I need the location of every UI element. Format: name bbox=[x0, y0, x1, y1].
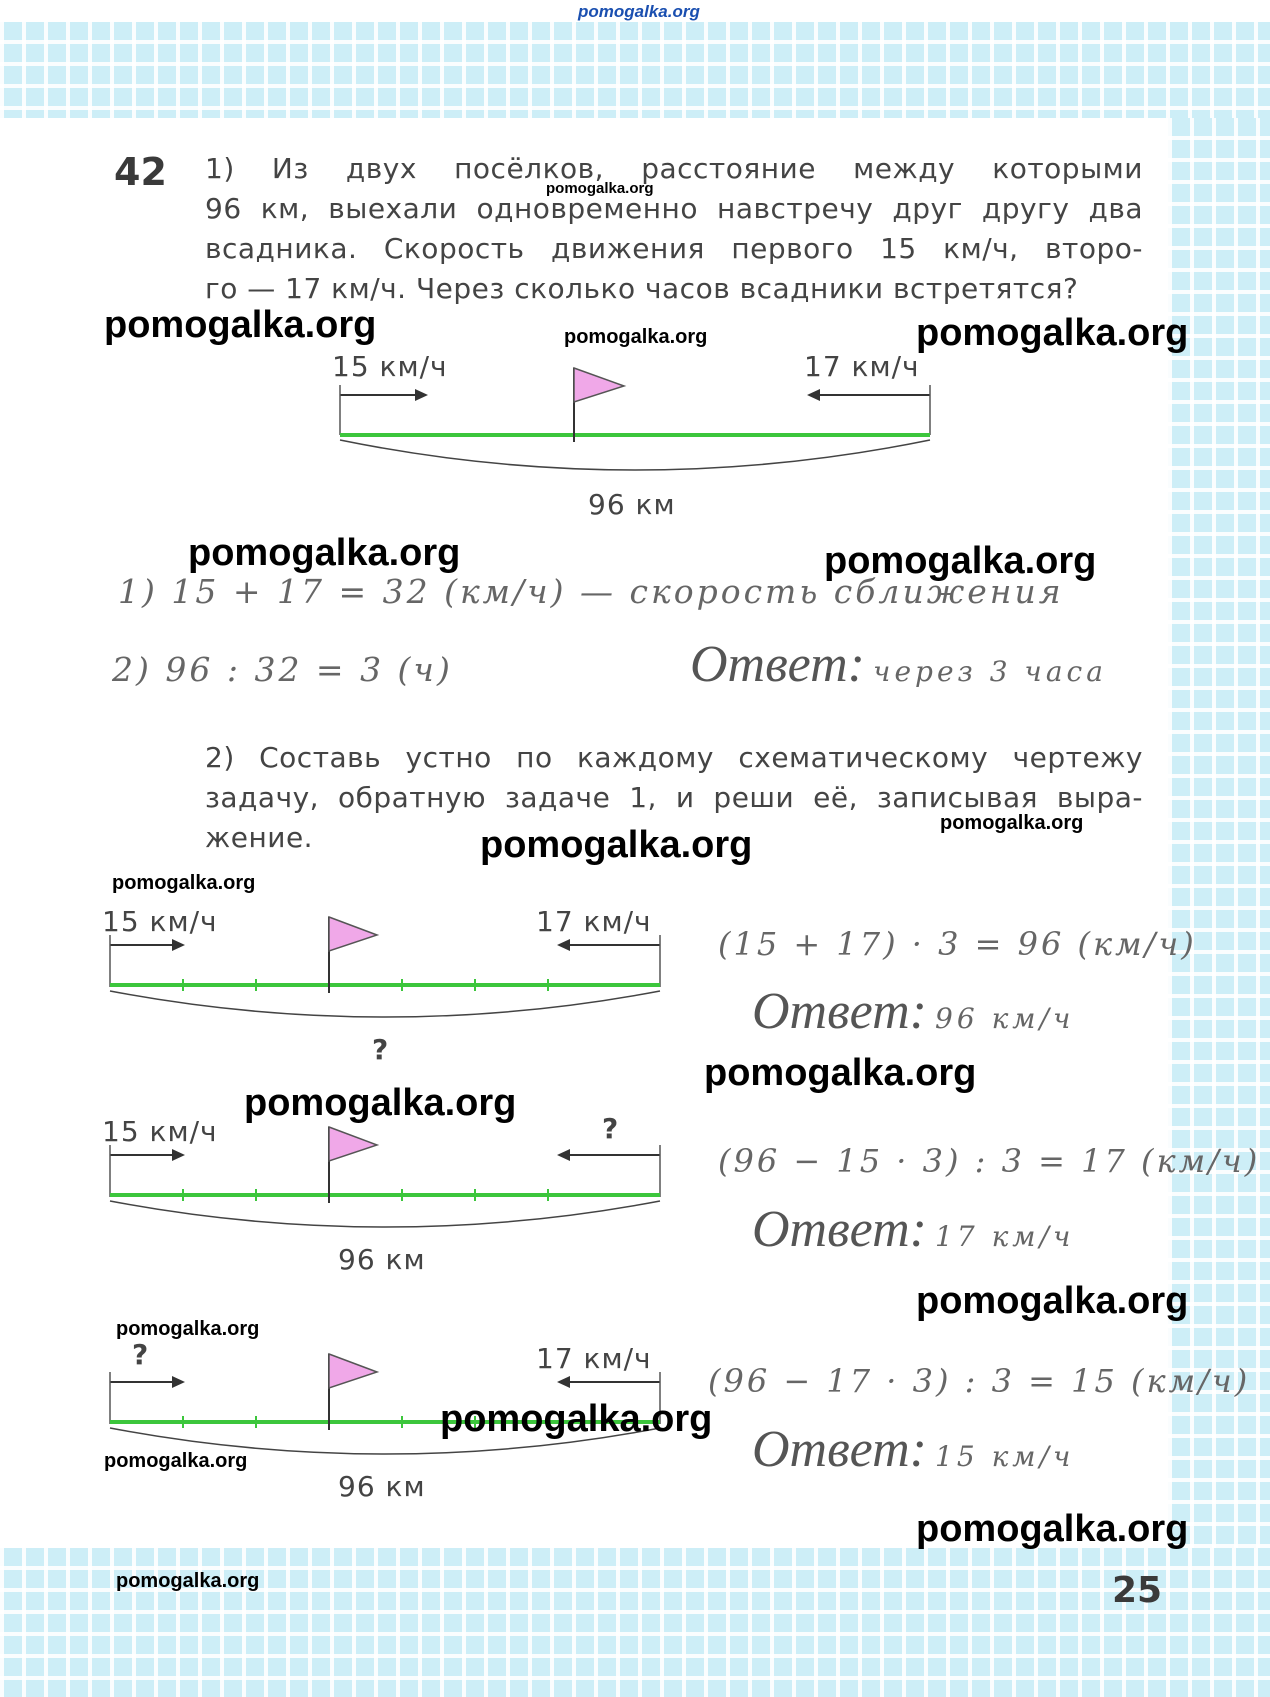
speed-right: 17 км/ч bbox=[804, 350, 920, 383]
distance-brace bbox=[110, 1201, 660, 1227]
watermark: pomogalka.org bbox=[940, 812, 1084, 834]
task-part1 bbox=[205, 149, 1143, 309]
flag-icon bbox=[329, 1354, 377, 1388]
task-line: го — 17 км/ч. Через сколько часов всадники встретятся? bbox=[205, 272, 1079, 305]
distance-label: ? bbox=[372, 1033, 390, 1066]
speed-right: 17 км/ч bbox=[536, 905, 652, 938]
expression-1: (15 + 17) · 3 = 96 (км/ч) bbox=[718, 925, 1197, 963]
speed-left: 15 км/ч bbox=[332, 350, 448, 383]
watermark: pomogalka.org bbox=[546, 180, 654, 197]
task-line: 1) Из двух посёлков, расстояние между которыми bbox=[205, 152, 1143, 185]
watermark: pomogalka.org bbox=[112, 872, 256, 894]
task-line: 2) Составь устно по каждому схематическому чертежу bbox=[205, 741, 1143, 774]
watermark: pomogalka.org bbox=[916, 1280, 1189, 1322]
solution-line-2: 2) 96 : 32 = 3 (ч) bbox=[112, 650, 453, 689]
expression-2: (96 − 15 · 3) : 3 = 17 (км/ч) bbox=[718, 1142, 1261, 1180]
answer-text: 17 км/ч bbox=[935, 1220, 1075, 1253]
page-number: 25 bbox=[1112, 1570, 1163, 1611]
watermark: pomogalka.org bbox=[916, 312, 1189, 354]
header-site: pomogalka.org bbox=[578, 2, 700, 21]
answer-text: 96 км/ч bbox=[935, 1002, 1075, 1035]
arrow-head bbox=[807, 389, 820, 401]
flag-icon bbox=[574, 368, 624, 402]
flag-icon bbox=[329, 917, 377, 951]
answer-word: Ответ: bbox=[752, 983, 927, 1040]
watermark: pomogalka.org bbox=[564, 326, 708, 348]
speed-right: 17 км/ч bbox=[536, 1342, 652, 1375]
answer-text: через 3 часа bbox=[873, 655, 1107, 688]
speed-left: 15 км/ч bbox=[102, 905, 218, 938]
solution-line-1: 1) 15 + 17 = 32 (км/ч) — скорость сближения bbox=[118, 572, 1064, 611]
distance-label: 96 км bbox=[338, 1470, 426, 1503]
answer-word: Ответ: bbox=[752, 1201, 927, 1258]
distance-label: 96 км bbox=[338, 1243, 426, 1276]
arrow-head bbox=[415, 389, 428, 401]
task-line: жение. bbox=[205, 821, 314, 854]
answer-word: Ответ: bbox=[690, 636, 865, 693]
speed-left: ? bbox=[132, 1338, 150, 1371]
watermark: pomogalka.org bbox=[480, 824, 753, 866]
exercise-number: 42 bbox=[114, 150, 167, 194]
answer-1 bbox=[752, 982, 1074, 1041]
speed-left: 15 км/ч bbox=[102, 1115, 218, 1148]
distance-label: 96 км bbox=[588, 488, 676, 521]
flag-icon bbox=[329, 1127, 377, 1161]
speed-right: ? bbox=[602, 1112, 620, 1145]
watermark: pomogalka.org bbox=[704, 1052, 977, 1094]
watermark: pomogalka.org bbox=[916, 1508, 1189, 1550]
task-line: задачу, обратную задаче 1, и реши её, записывая выра- bbox=[205, 781, 1143, 814]
watermark: pomogalka.org bbox=[104, 1450, 248, 1472]
answer-2 bbox=[752, 1200, 1074, 1259]
distance-brace bbox=[110, 991, 660, 1017]
grid-band-top bbox=[0, 22, 1270, 118]
watermark: pomogalka.org bbox=[104, 304, 377, 346]
watermark: pomogalka.org bbox=[824, 540, 1097, 582]
task-line: 96 км, выехали одновременно навстречу друг другу два bbox=[205, 192, 1143, 225]
watermark: pomogalka.org bbox=[440, 1398, 713, 1440]
watermark: pomogalka.org bbox=[116, 1570, 260, 1592]
expression-3: (96 − 17 · 3) : 3 = 15 (км/ч) bbox=[708, 1362, 1251, 1400]
watermark: pomogalka.org bbox=[188, 532, 461, 574]
watermark: pomogalka.org bbox=[244, 1082, 517, 1124]
task-line: всадника. Скорость движения первого 15 км/ч, второ- bbox=[205, 232, 1143, 265]
answer-main bbox=[690, 635, 1107, 694]
watermark: pomogalka.org bbox=[116, 1318, 260, 1340]
distance-brace bbox=[340, 440, 930, 470]
answer-text: 15 км/ч bbox=[935, 1440, 1075, 1473]
answer-word: Ответ: bbox=[752, 1421, 927, 1478]
answer-3 bbox=[752, 1420, 1074, 1479]
